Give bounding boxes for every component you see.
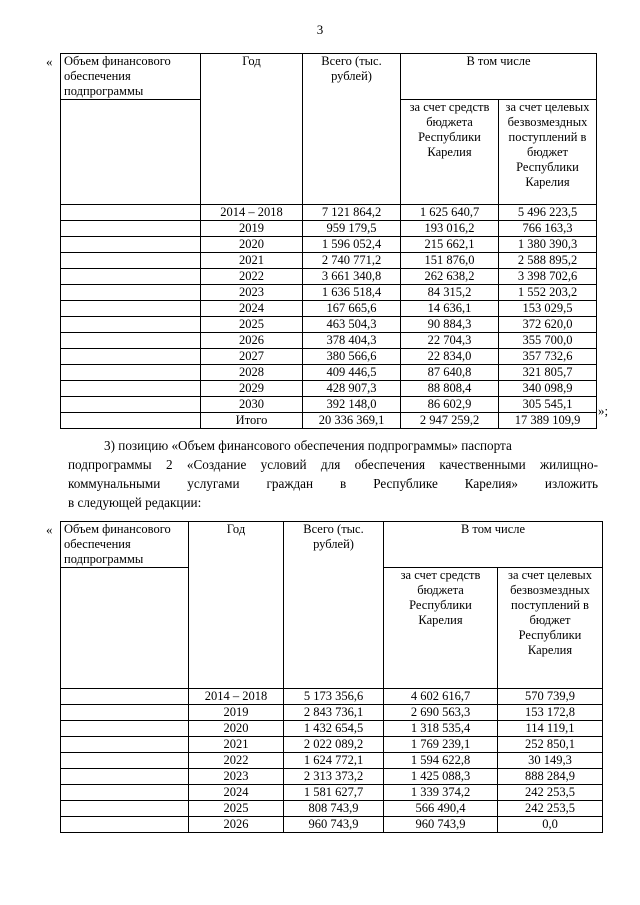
- table-row: [61, 397, 597, 413]
- table-row: [61, 801, 603, 817]
- label-cell: [61, 221, 201, 237]
- table-row: [61, 413, 597, 429]
- budget-cell: 193 016,2: [401, 221, 499, 237]
- table1-budget-header: за счет средств бюджета Республики Карелия: [401, 100, 499, 205]
- table2-targeted-header: за счет целевых безвозмездных поступлений в бюджет Республики Карелия: [498, 568, 603, 689]
- table1-label-continuation: [61, 100, 201, 205]
- total-cell: 2 843 736,1: [284, 705, 384, 721]
- label-cell: [61, 253, 201, 269]
- opening-quote-1: «: [46, 54, 53, 69]
- page-number: 3: [316, 22, 324, 37]
- label-cell: [61, 365, 201, 381]
- closing-quote-1: »;: [598, 403, 609, 418]
- label-cell: [61, 801, 189, 817]
- table1-row-label: Объем финансового обеспечения подпрограммы: [61, 54, 201, 100]
- total-cell: 5 173 356,6: [284, 689, 384, 705]
- label-cell: [61, 413, 201, 429]
- label-cell: [61, 381, 201, 397]
- table-row: [61, 381, 597, 397]
- targeted-cell: 242 253,5: [498, 801, 603, 817]
- table-row: [61, 237, 597, 253]
- total-cell: 409 446,5: [303, 365, 401, 381]
- paragraph-line-4: в следующей редакции:: [68, 495, 202, 510]
- budget-cell: 1 318 535,4: [384, 721, 498, 737]
- label-cell: [61, 397, 201, 413]
- targeted-cell: 5 496 223,5: [499, 205, 597, 221]
- year-cell: 2024: [189, 785, 284, 801]
- targeted-cell: 17 389 109,9: [499, 413, 597, 429]
- budget-cell: 22 704,3: [401, 333, 499, 349]
- total-cell: 2 313 373,2: [284, 769, 384, 785]
- year-cell: 2025: [201, 317, 303, 333]
- total-cell: 428 907,3: [303, 381, 401, 397]
- targeted-cell: 355 700,0: [499, 333, 597, 349]
- budget-cell: 262 638,2: [401, 269, 499, 285]
- table-row: [61, 753, 603, 769]
- table1-year-header: Год: [201, 54, 303, 205]
- year-cell: 2022: [189, 753, 284, 769]
- year-cell: 2025: [189, 801, 284, 817]
- year-cell: 2027: [201, 349, 303, 365]
- total-cell: 380 566,6: [303, 349, 401, 365]
- table2-row-label: Объем финансового обеспечения подпрограммы: [61, 522, 189, 568]
- label-cell: [61, 237, 201, 253]
- targeted-cell: 357 732,6: [499, 349, 597, 365]
- table2-body: [61, 522, 603, 833]
- targeted-cell: 766 163,3: [499, 221, 597, 237]
- table-row: [61, 737, 603, 753]
- label-cell: [61, 349, 201, 365]
- year-cell: 2029: [201, 381, 303, 397]
- table-row: [61, 365, 597, 381]
- targeted-cell: 372 620,0: [499, 317, 597, 333]
- table-row: [61, 817, 603, 833]
- year-cell: 2020: [201, 237, 303, 253]
- total-cell: 2 022 089,2: [284, 737, 384, 753]
- total-cell: 392 148,0: [303, 397, 401, 413]
- total-cell: 167 665,6: [303, 301, 401, 317]
- label-cell: [61, 317, 201, 333]
- budget-cell: 151 876,0: [401, 253, 499, 269]
- targeted-cell: 888 284,9: [498, 769, 603, 785]
- table1-targeted-header: за счет целевых безвозмездных поступлений в бюджет Республики Карелия: [499, 100, 597, 205]
- table-row: [61, 689, 603, 705]
- targeted-cell: 1 552 203,2: [499, 285, 597, 301]
- total-cell: 1 624 772,1: [284, 753, 384, 769]
- year-cell: 2019: [189, 705, 284, 721]
- targeted-cell: 1 380 390,3: [499, 237, 597, 253]
- table-row: [61, 285, 597, 301]
- targeted-cell: 252 850,1: [498, 737, 603, 753]
- targeted-cell: 340 098,9: [499, 381, 597, 397]
- table2-budget-header: за счет средств бюджета Республики Карелия: [384, 568, 498, 689]
- table-row: [61, 205, 597, 221]
- budget-cell: 14 636,1: [401, 301, 499, 317]
- financing-table-1: [60, 53, 597, 429]
- targeted-cell: 114 119,1: [498, 721, 603, 737]
- total-cell: 2 740 771,2: [303, 253, 401, 269]
- paragraph-line-2: подпрограммы 2 «Создание условий для обеспечения качественными жилищно-: [68, 457, 598, 472]
- label-cell: [61, 285, 201, 301]
- year-cell: 2019: [201, 221, 303, 237]
- paragraph-line-1: 3) позицию «Объем финансового обеспечения подпрограммы» паспорта: [104, 438, 512, 453]
- table2-total-header: Всего (тыс. рублей): [284, 522, 384, 689]
- year-cell: 2014 – 2018: [189, 689, 284, 705]
- budget-cell: 90 884,3: [401, 317, 499, 333]
- year-cell: 2028: [201, 365, 303, 381]
- budget-cell: 1 594 622,8: [384, 753, 498, 769]
- targeted-cell: 570 739,9: [498, 689, 603, 705]
- year-cell: 2022: [201, 269, 303, 285]
- label-cell: [61, 689, 189, 705]
- targeted-cell: 153 029,5: [499, 301, 597, 317]
- year-cell: Итого: [201, 413, 303, 429]
- table2-header-row-1: [61, 522, 603, 568]
- budget-cell: 215 662,1: [401, 237, 499, 253]
- year-cell: 2023: [189, 769, 284, 785]
- budget-cell: 1 769 239,1: [384, 737, 498, 753]
- total-cell: 1 596 052,4: [303, 237, 401, 253]
- table1-body: [61, 54, 597, 429]
- total-cell: 960 743,9: [284, 817, 384, 833]
- year-cell: 2026: [201, 333, 303, 349]
- year-cell: 2014 – 2018: [201, 205, 303, 221]
- label-cell: [61, 301, 201, 317]
- table-row: [61, 253, 597, 269]
- table2-label-continuation: [61, 568, 189, 689]
- table-row: [61, 269, 597, 285]
- total-cell: 808 743,9: [284, 801, 384, 817]
- year-cell: 2021: [201, 253, 303, 269]
- year-cell: 2030: [201, 397, 303, 413]
- year-cell: 2020: [189, 721, 284, 737]
- total-cell: 7 121 864,2: [303, 205, 401, 221]
- table-row: [61, 317, 597, 333]
- budget-cell: 1 625 640,7: [401, 205, 499, 221]
- total-cell: 463 504,3: [303, 317, 401, 333]
- budget-cell: 88 808,4: [401, 381, 499, 397]
- label-cell: [61, 817, 189, 833]
- label-cell: [61, 205, 201, 221]
- total-cell: 1 636 518,4: [303, 285, 401, 301]
- targeted-cell: 242 253,5: [498, 785, 603, 801]
- opening-quote-2: «: [46, 522, 53, 537]
- total-cell: 20 336 369,1: [303, 413, 401, 429]
- table2-year-header: Год: [189, 522, 284, 689]
- label-cell: [61, 333, 201, 349]
- table1-total-header: Всего (тыс. рублей): [303, 54, 401, 205]
- table-row: [61, 349, 597, 365]
- budget-cell: 22 834,0: [401, 349, 499, 365]
- targeted-cell: 0,0: [498, 817, 603, 833]
- budget-cell: 2 947 259,2: [401, 413, 499, 429]
- budget-cell: 1 339 374,2: [384, 785, 498, 801]
- targeted-cell: 305 545,1: [499, 397, 597, 413]
- table2-including-header: В том числе: [384, 522, 603, 568]
- label-cell: [61, 785, 189, 801]
- targeted-cell: 3 398 702,6: [499, 269, 597, 285]
- table-row: [61, 301, 597, 317]
- budget-cell: 84 315,2: [401, 285, 499, 301]
- targeted-cell: 153 172,8: [498, 705, 603, 721]
- budget-cell: 2 690 563,3: [384, 705, 498, 721]
- table-row: [61, 785, 603, 801]
- table1-header-row-1: [61, 54, 597, 100]
- budget-cell: 960 743,9: [384, 817, 498, 833]
- budget-cell: 86 602,9: [401, 397, 499, 413]
- table1-including-header: В том числе: [401, 54, 597, 100]
- financing-table-2: [60, 521, 603, 833]
- total-cell: 3 661 340,8: [303, 269, 401, 285]
- year-cell: 2021: [189, 737, 284, 753]
- total-cell: 378 404,3: [303, 333, 401, 349]
- budget-cell: 4 602 616,7: [384, 689, 498, 705]
- label-cell: [61, 769, 189, 785]
- table-row: [61, 705, 603, 721]
- year-cell: 2026: [189, 817, 284, 833]
- targeted-cell: 2 588 895,2: [499, 253, 597, 269]
- year-cell: 2023: [201, 285, 303, 301]
- table-row: [61, 221, 597, 237]
- targeted-cell: 321 805,7: [499, 365, 597, 381]
- label-cell: [61, 721, 189, 737]
- table-row: [61, 333, 597, 349]
- label-cell: [61, 753, 189, 769]
- total-cell: 1 581 627,7: [284, 785, 384, 801]
- budget-cell: 1 425 088,3: [384, 769, 498, 785]
- total-cell: 959 179,5: [303, 221, 401, 237]
- targeted-cell: 30 149,3: [498, 753, 603, 769]
- table-row: [61, 721, 603, 737]
- table-row: [61, 769, 603, 785]
- budget-cell: 87 640,8: [401, 365, 499, 381]
- total-cell: 1 432 654,5: [284, 721, 384, 737]
- amendment-paragraph: [68, 436, 598, 512]
- paragraph-line-3: коммунальными услугами граждан в Республике Карелия» изложить: [68, 476, 598, 491]
- year-cell: 2024: [201, 301, 303, 317]
- label-cell: [61, 269, 201, 285]
- label-cell: [61, 737, 189, 753]
- budget-cell: 566 490,4: [384, 801, 498, 817]
- label-cell: [61, 705, 189, 721]
